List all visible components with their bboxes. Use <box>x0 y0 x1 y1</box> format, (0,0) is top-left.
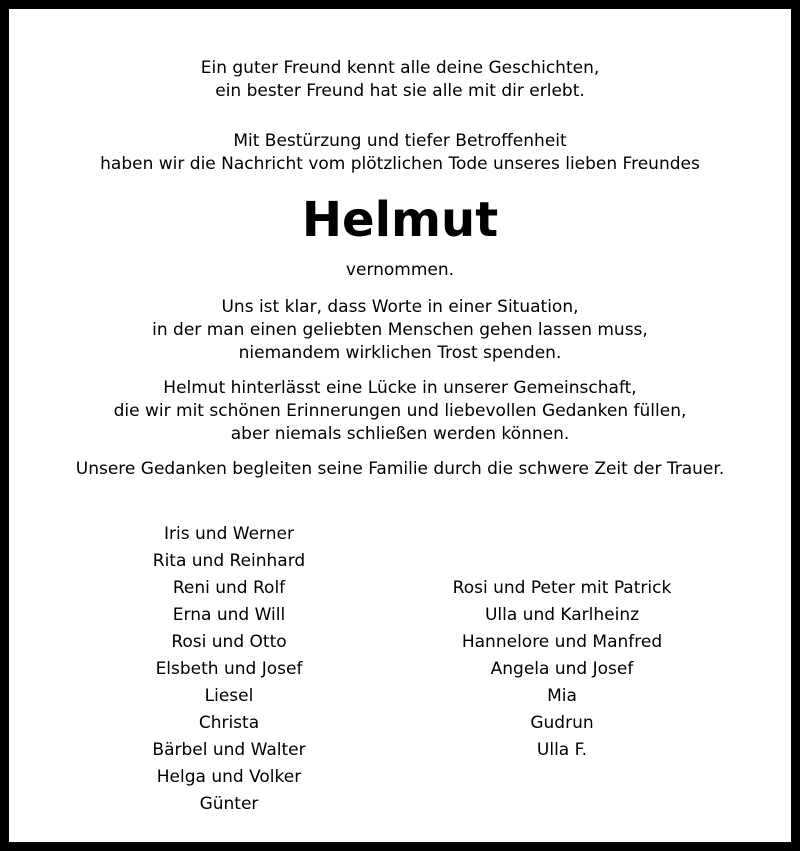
signatory-name: Reni und Rolf <box>172 578 286 598</box>
signatories-left-column <box>69 521 389 818</box>
signatory-name: Günter <box>199 794 259 814</box>
signatory-name: Angela und Josef <box>490 659 634 679</box>
signatory-name: Gudrun <box>530 713 594 733</box>
signatory-name: Ulla F. <box>536 740 588 760</box>
intro-line: Mit Bestürzung und tiefer Betroffenheit <box>233 131 567 151</box>
signatory-name: Erna und Will <box>172 605 286 625</box>
signatory-name: Rosi und Otto <box>171 632 287 652</box>
quote-line: ein bester Freund hat sie alle mit dir erlebt. <box>215 81 585 101</box>
paragraph-line: in der man einen geliebten Menschen gehen lassen muss, <box>152 320 648 340</box>
signatory-name: Liesel <box>204 686 254 706</box>
paragraph-remembrance <box>18 377 782 446</box>
after-name-text <box>18 259 782 282</box>
intro-line: haben wir die Nachricht vom plötzlichen Tode unseres lieben Freundes <box>100 154 700 174</box>
signatory-name: Helga und Volker <box>156 767 302 787</box>
paragraph-line: niemandem wirklichen Trost spenden. <box>238 343 562 363</box>
paragraph-line: Helmut hinterlässt eine Lücke in unserer Gemeinschaft, <box>163 378 637 398</box>
quote-line: Ein guter Freund kennt alle deine Geschichten, <box>200 58 600 78</box>
signatory-name: Mia <box>547 686 577 706</box>
signatory-name: Elsbeth und Josef <box>155 659 303 679</box>
deceased-name: Helmut <box>301 192 499 248</box>
after-name-line: vernommen. <box>345 260 455 280</box>
signatory-name: Rosi und Peter mit Patrick <box>452 578 672 598</box>
intro-text <box>18 130 782 176</box>
opening-quote <box>18 57 782 103</box>
signatory-name: Hannelore und Manfred <box>461 632 663 652</box>
signatory-name: Bärbel und Walter <box>152 740 306 760</box>
paragraph-line: die wir mit schönen Erinnerungen und liebevollen Gedanken füllen, <box>113 401 687 421</box>
signatory-name: Christa <box>198 713 260 733</box>
signatory-name: Iris und Werner <box>164 524 294 544</box>
paragraph-line: Uns ist klar, dass Worte in einer Situation, <box>221 297 579 317</box>
closing-line: Unsere Gedanken begleiten seine Familie durch die schwere Zeit der Trauer. <box>75 459 725 479</box>
paragraph-line: aber niemals schließen werden können. <box>230 424 570 444</box>
signatory-name: Ulla und Karlheinz <box>484 605 640 625</box>
signatories-right-column <box>402 575 722 764</box>
closing-text <box>18 458 782 481</box>
paragraph-consolation <box>18 296 782 365</box>
signatory-name: Rita und Reinhard <box>152 551 306 571</box>
